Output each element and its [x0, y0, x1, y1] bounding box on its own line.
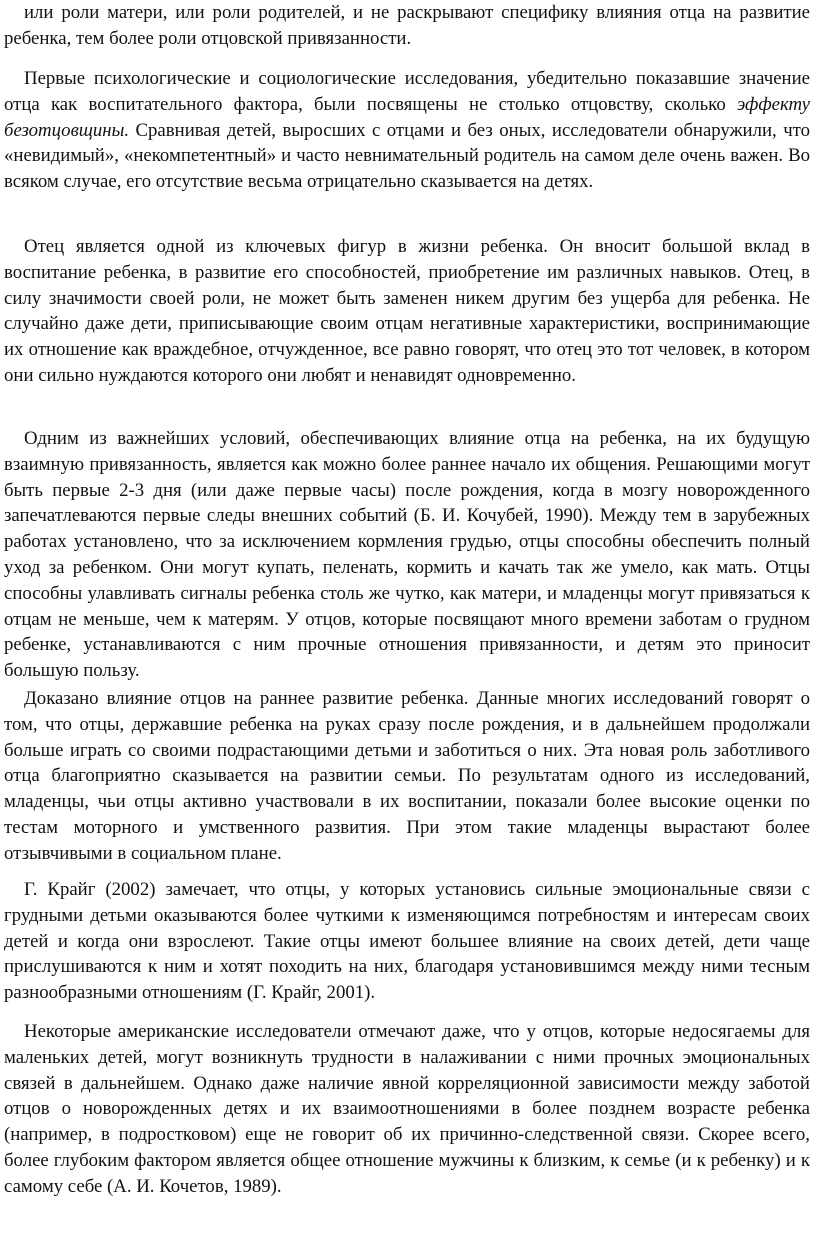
paragraph-3: Одним из важнейших условий, обеспечивающих влияние отца на ребенка, на их будущую взаимную привязанность, является как можно более раннее начало их общения. Решающими могут быть первые 2-3 дня (или даже первые часы) после рождения, когда в мозгу новорожденного запечатлеваются первые следы внешних событий (Б. И. Кочубей, 1990). Между тем в зарубежных работах установлено, что за исключением кормления грудью, отцы способны обеспечить полный уход за ребенком. Они могут купать, пеленать, кормить и качать так же умело, как мать. Отцы способны улавливать сигналы ребенка столь же чутко, как матери, и младенцы могут привязаться к отцам не меньше, чем к матерям. У отцов, которые посвящают много времени заботам о грудном ребенке, устанавливаются с ним прочные отношения привязанности, и детям это приносит большую пользу. [4, 428, 810, 682]
paragraph-5: Г. Крайг (2002) замечает, что отцы, у которых установись сильные эмоциональные связи с грудными детьми оказываются более чуткими к изменяющимся потребностям и интересам своих детей и когда они взрослеют. Такие отцы имеют большее влияние на своих детей, дети чаще прислушиваются к ним и хотят походить на них, благодаря установившимся между ними тесным разнообразными отношениям (Г. Крайг, 2001). [4, 879, 810, 1004]
paragraph-1-emphasis: эффекту безотцовщины. [4, 93, 810, 141]
paragraph-6: Некоторые американские исследователи отмечают даже, что у отцов, которые недосягаемы для маленьких детей, могут возникнуть трудности в налаживании с ними прочных эмоциональных связей в дальнейшем. Однако даже наличие явной корреляционной зависимости между заботой отцов о новорожденных детях и их взаимоотношениями в более позднем возрасте ребенка (например, в подростковом) еще не говорит об их причинно-следственной связи. Скорее всего, более глубоким фактором является общее отношение мужчины к близким, к семье (и к ребенку) и к самому себе (А. И. Кочетов, 1989). [4, 1021, 810, 1197]
paragraph-1-text-before: Первые психологические и социологические исследования, убедительно показавшие значение отца как воспитательного фактора, были посвящены не столько отцовству, сколько [4, 68, 810, 115]
paragraph-2: Отец является одной из ключевых фигур в жизни ребенка. Он вносит большой вклад в воспитание ребенка, в развитие его способностей, приобретение им различных навыков. Отец, в силу значимости своей роли, не может быть заменен никем другим без ущерба для ребенка. Не случайно даже дети, приписывающие своим отцам негативные характеристики, воспринимающие их отношение как враждебное, отчужденное, все равно говорят, что отец это тот человек, в котором они сильно нуждаются которого они любят и ненавидят одновременно. [4, 236, 810, 386]
paragraph-1-text-after: Сравнивая детей, выросших с отцами и без оных, исследователи обнаружили, что «невидимый», «некомпетентный» и часто невнимательный родитель на самом деле очень важен. Во всяком случае, его отсутствие весьма отрицательно сказывается на детях. [4, 119, 810, 193]
paragraph-0: или роли матери, или роли родителей, и не раскрывают специфику влияния отца на развитие ребенка, тем более роли отцовской привязанности. [4, 2, 810, 49]
paragraph-4: Доказано влияние отцов на раннее развитие ребенка. Данные многих исследований говорят о том, что отцы, державшие ребенка на руках сразу после рождения, и в дальнейшем продолжали больше играть со своими подрастающими детьми и заботиться о них. Эта новая роль заботливого отца благоприятно сказывается на развитии семьи. По результатам одного из исследований, младенцы, чьи отцы активно участвовали в их воспитании, показали более высокие оценки по тестам моторного и умственного развития. При этом такие младенцы вырастают более отзывчивыми в социальном плане. [4, 688, 810, 864]
paragraph-1 [4, 66, 810, 195]
